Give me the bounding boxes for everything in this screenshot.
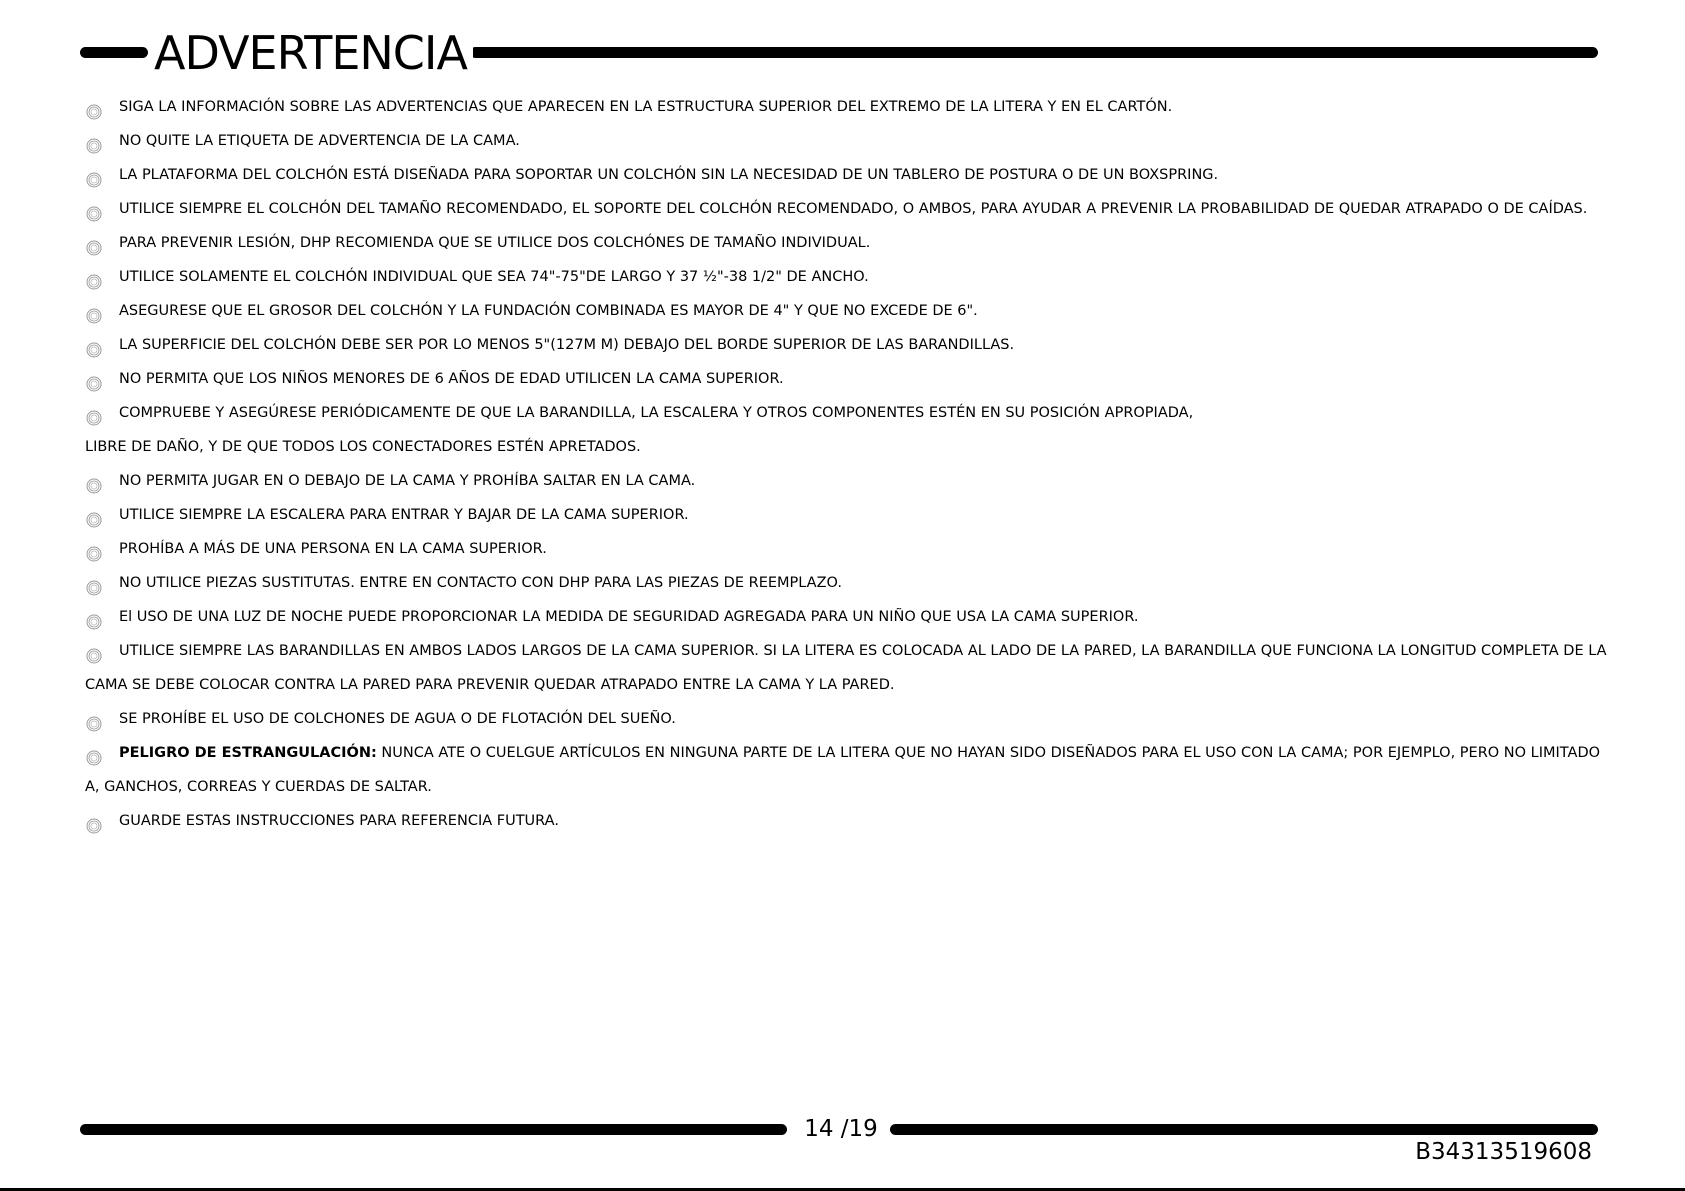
warning-text: El USO DE UNA LUZ DE NOCHE PUEDE PROPORCIONAR LA MEDIDA DE SEGURIDAD AGREGADA PARA UN NIÑO QUE USA LA CAMA SUPERIOR.: [119, 609, 1139, 625]
warning-text: NO QUITE LA ETIQUETA DE ADVERTENCIA DE LA CAMA.: [119, 133, 520, 149]
warning-text: NO PERMITA QUE LOS NIÑOS MENORES DE 6 AÑOS DE EDAD UTILICEN LA CAMA SUPERIOR.: [119, 371, 784, 387]
warning-item: [85, 226, 1585, 260]
circle-bullet-icon: [86, 337, 102, 353]
warning-item: [85, 90, 1585, 124]
circle-bullet-icon: [86, 303, 102, 319]
warning-item: [85, 158, 1585, 192]
warning-item: [85, 600, 1585, 634]
page-footer: [80, 1115, 1598, 1143]
document-code: B34313519608: [1415, 1139, 1592, 1165]
warning-text-continued: LIBRE DE DAÑO, Y DE QUE TODOS LOS CONECTADORES ESTÉN APRETADOS.: [85, 439, 641, 455]
warning-text: NO PERMITA JUGAR EN O DEBAJO DE LA CAMA Y PROHÍBA SALTAR EN LA CAMA.: [119, 473, 696, 489]
circle-bullet-icon: [86, 711, 102, 727]
header-rule-right: [470, 47, 1598, 58]
warning-text: NO UTILICE PIEZAS SUSTITUTAS. ENTRE EN CONTACTO CON DHP PARA LAS PIEZAS DE REEMPLAZO.: [119, 575, 842, 591]
circle-bullet-icon: [86, 167, 102, 183]
circle-bullet-icon: [86, 99, 102, 115]
warning-item: [85, 124, 1585, 158]
warning-item: [85, 736, 1601, 804]
warning-item: [85, 464, 1585, 498]
warning-text: UTILICE SIEMPRE LAS BARANDILLAS EN AMBOS LADOS LARGOS DE LA CAMA SUPERIOR. SI LA LITERA ES COLOCADA AL LADO DE LA PARED, LA BARANDILLA QUE FUNCIONA LA LONGITUD COMPLETA DE LA: [119, 643, 1607, 659]
warning-emphasis: PELIGRO DE ESTRANGULACIÓN:: [119, 745, 377, 761]
warning-item: [85, 566, 1585, 600]
warning-item: [85, 498, 1585, 532]
warning-item: [85, 260, 1585, 294]
warning-header: [80, 22, 1598, 84]
warning-item: [85, 192, 1588, 226]
circle-bullet-icon: [86, 575, 102, 591]
warning-text: LA PLATAFORMA DEL COLCHÓN ESTÁ DISEÑADA PARA SOPORTAR UN COLCHÓN SIN LA NECESIDAD DE UN TABLERO DE POSTURA O DE UN BOXSPRING.: [119, 167, 1219, 183]
warning-item: [85, 804, 1585, 838]
warning-item: [85, 362, 1585, 396]
warning-text: UTILICE SIEMPRE EL COLCHÓN DEL TAMAÑO RECOMENDADO, EL SOPORTE DEL COLCHÓN RECOMENDADO, O AMBOS, PARA AYUDAR A PREVENIR LA PROBABILIDAD DE QUEDAR ATRAPADO O DE CAÍDAS.: [119, 201, 1588, 217]
page-title: ADVERTENCIA: [154, 22, 473, 84]
circle-bullet-icon: [86, 813, 102, 829]
warning-item: [85, 396, 1585, 464]
circle-bullet-icon: [86, 201, 102, 217]
warning-text: UTILICE SOLAMENTE EL COLCHÓN INDIVIDUAL QUE SEA 74"-75"DE LARGO Y 37 ½"-38 1/2" DE ANCHO.: [119, 269, 869, 285]
circle-bullet-icon: [86, 507, 102, 523]
footer-rule-left: [80, 1124, 787, 1135]
circle-bullet-icon: [86, 643, 102, 659]
warning-text: NUNCA ATE O CUELGUE ARTÍCULOS EN NINGUNA PARTE DE LA LITERA QUE NO HAYAN SIDO DISEÑADOS PARA EL USO CON LA CAMA; POR EJEMPLO, PERO NO LIMITADO: [376, 745, 1601, 761]
warning-text: LA SUPERFICIE DEL COLCHÓN DEBE SER POR LO MENOS 5"(127M M) DEBAJO DEL BORDE SUPERIOR DE LAS BARANDILLAS.: [119, 337, 1015, 353]
warning-text: PARA PREVENIR LESIÓN, DHP RECOMIENDA QUE SE UTILICE DOS COLCHÓNES DE TAMAÑO INDIVIDUAL.: [119, 235, 871, 251]
warning-text: UTILICE SIEMPRE LA ESCALERA PARA ENTRAR Y BAJAR DE LA CAMA SUPERIOR.: [119, 507, 689, 523]
warning-text: SIGA LA INFORMACIÓN SOBRE LAS ADVERTENCIAS QUE APARECEN EN LA ESTRUCTURA SUPERIOR DEL EXTREMO DE LA LITERA Y EN EL CARTÓN.: [119, 99, 1173, 115]
warning-list: [85, 90, 1607, 838]
circle-bullet-icon: [86, 473, 102, 489]
circle-bullet-icon: [86, 133, 102, 149]
footer-rule-right: [890, 1124, 1598, 1135]
warning-text: PROHÍBA A MÁS DE UNA PERSONA EN LA CAMA SUPERIOR.: [119, 541, 547, 557]
warning-item: [85, 532, 1585, 566]
circle-bullet-icon: [86, 745, 102, 761]
circle-bullet-icon: [86, 269, 102, 285]
circle-bullet-icon: [86, 405, 102, 421]
circle-bullet-icon: [86, 609, 102, 625]
circle-bullet-icon: [86, 235, 102, 251]
circle-bullet-icon: [86, 541, 102, 557]
warning-text: GUARDE ESTAS INSTRUCCIONES PARA REFERENCIA FUTURA.: [119, 813, 559, 829]
warning-item: [85, 702, 1585, 736]
warning-text: SE PROHÍBE EL USO DE COLCHONES DE AGUA O DE FLOTACIÓN DEL SUEÑO.: [119, 711, 676, 727]
warning-text: ASEGURESE QUE EL GROSOR DEL COLCHÓN Y LA FUNDACIÓN COMBINADA ES MAYOR DE 4" Y QUE NO EXCEDE DE 6".: [119, 303, 978, 319]
warning-item: [85, 328, 1585, 362]
page-number: 14 /19: [804, 1116, 878, 1142]
warning-text: COMPRUEBE Y ASEGÚRESE PERIÓDICAMENTE DE QUE LA BARANDILLA, LA ESCALERA Y OTROS COMPONENTES ESTÉN EN SU POSICIÓN APROPIADA,: [119, 405, 1194, 421]
warning-text-continued: A, GANCHOS, CORREAS Y CUERDAS DE SALTAR.: [85, 779, 432, 795]
warning-item: [85, 634, 1607, 702]
warning-item: [85, 294, 1585, 328]
warning-text-continued: CAMA SE DEBE COLOCAR CONTRA LA PARED PARA PREVENIR QUEDAR ATRAPADO ENTRE LA CAMA Y LA PARED.: [85, 677, 895, 693]
header-rule-left: [80, 47, 148, 58]
circle-bullet-icon: [86, 371, 102, 387]
